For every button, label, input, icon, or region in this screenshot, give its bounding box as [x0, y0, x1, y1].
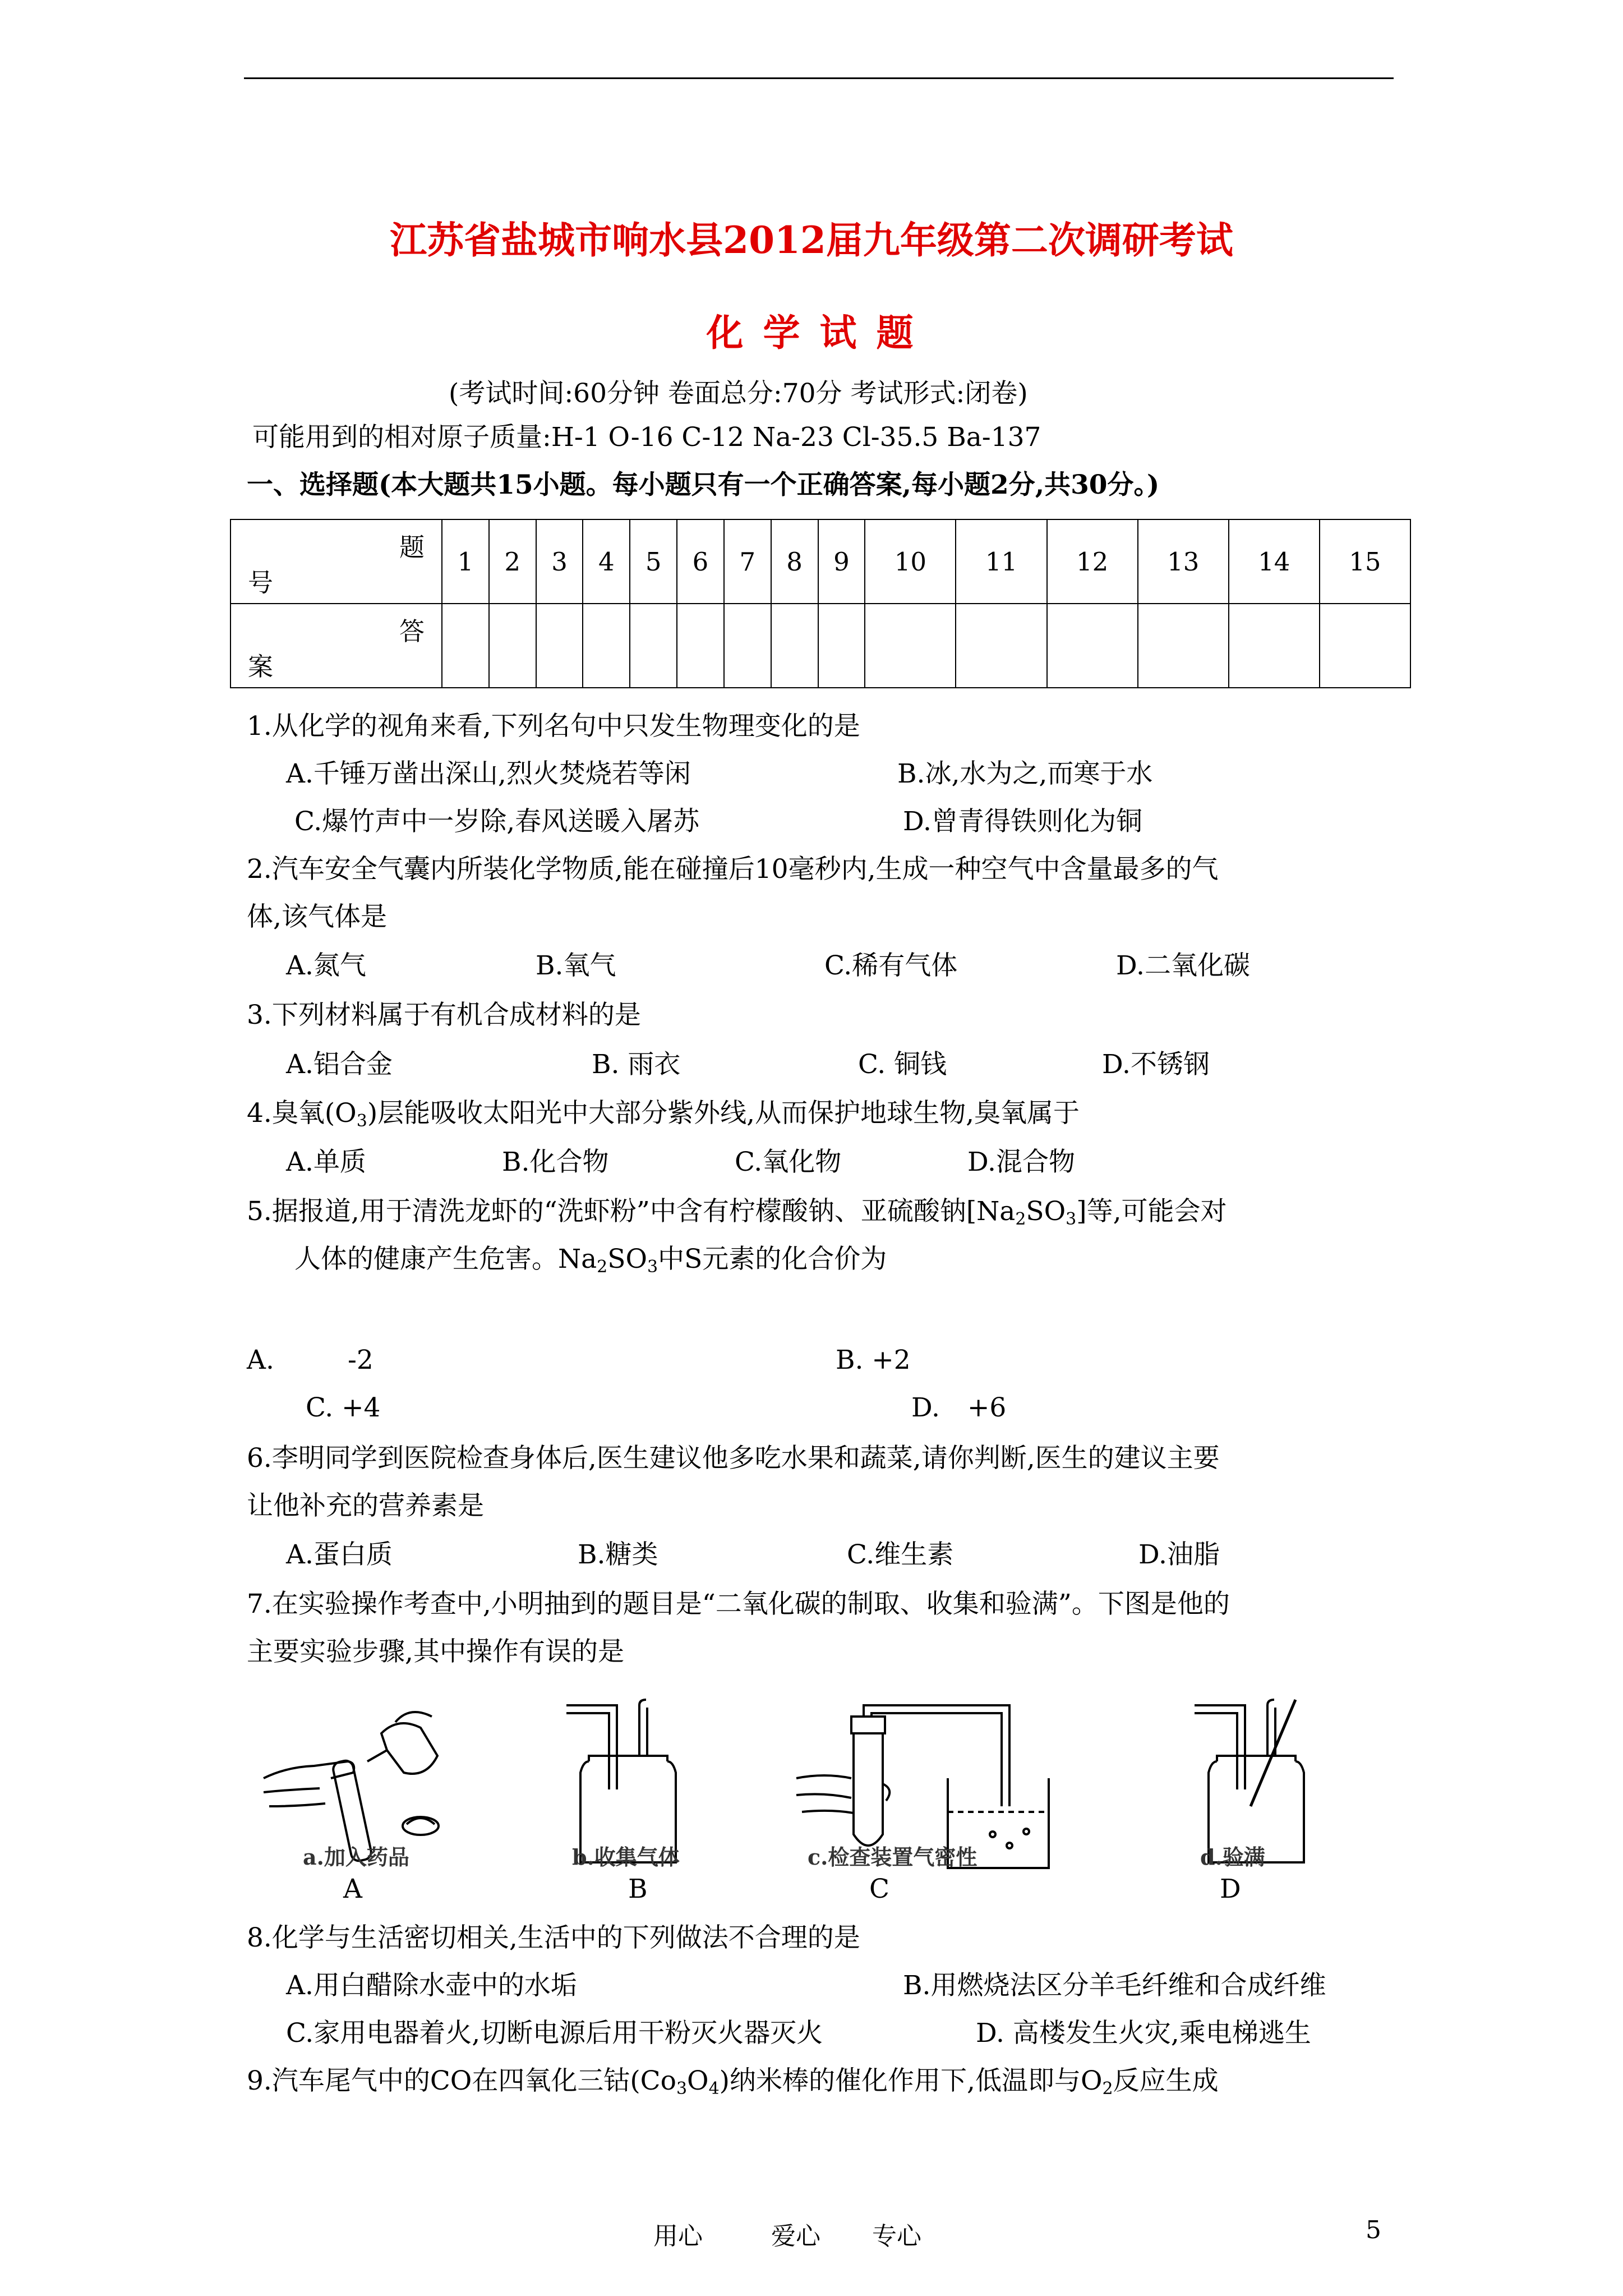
question-8-option-c: C.家用电器着火,切断电源后用干粉灭火器灭火 [286, 2018, 823, 2049]
figure-letter-c: C [869, 1874, 889, 1904]
table-row-answers [230, 604, 1410, 688]
question-number-cell: 3 [536, 519, 583, 604]
table-label: 题 [399, 532, 425, 562]
question-number-cell: 10 [865, 519, 956, 604]
question-8-option-d: D. 高楼发生火灾,乘电梯逃生 [976, 2018, 1311, 2049]
question-5-option-d-value: +6 [967, 1392, 1007, 1423]
question-6-option-c: C.维生素 [847, 1539, 954, 1570]
question-5-stem-line2: 人体的健康产生危害。$Na_2SO_3$中S元素的化合价为 [294, 1244, 887, 1277]
question-number-cell: 14 [1229, 519, 1320, 604]
answer-cell[interactable] [771, 604, 818, 688]
question-6-option-a: A.蛋白质 [286, 1539, 393, 1570]
table-header-cell [230, 519, 442, 604]
question-number-cell: 9 [818, 519, 865, 604]
question-5-option-d-label: D. [911, 1392, 940, 1423]
question-8-option-b: B.用燃烧法区分羊毛纤维和合成纤维 [903, 1970, 1326, 2001]
question-5-option-a-label: A. [247, 1345, 274, 1375]
question-2-stem-line1: 2.汽车安全气囊内所装化学物质,能在碰撞后10毫秒内,生成一种空气中含量最多的气 [247, 854, 1219, 885]
question-number-cell: 11 [956, 519, 1046, 604]
question-4-option-c: C.氧化物 [735, 1147, 842, 1177]
figure-letter-d: D [1220, 1874, 1241, 1904]
question-9-stem: 9.汽车尾气中的CO在四氧化三钴$(Co_3O_4)$纳米棒的催化作用下,低温即与$O_2$反应生成 [247, 2065, 1219, 2099]
question-number-cell: 7 [724, 519, 771, 604]
figure-caption-a: a.加入药品 [303, 1844, 409, 1870]
question-7-stem-line2: 主要实验步骤,其中操作有误的是 [247, 1636, 624, 1667]
question-number-cell: 8 [771, 519, 818, 604]
question-2-option-a: A.氮气 [286, 950, 366, 981]
answer-cell[interactable] [1138, 604, 1229, 688]
question-5-option-c: C. +4 [306, 1392, 381, 1423]
question-2-option-d: D.二氧化碳 [1116, 950, 1250, 981]
question-1-option-c: C.爆竹声中一岁除,春风送暖入屠苏 [294, 806, 700, 837]
exam-title: 江苏省盐城市响水县2012届九年级第二次调研考试 [390, 218, 1233, 262]
question-4-stem: 4.臭氧$(O_3)$层能吸收太阳光中大部分紫外线,从而保护地球生物,臭氧属于 [247, 1098, 1080, 1131]
atomic-masses: 可能用到的相对原子质量:H-1 O-16 C-12 Na-23 Cl-35.5 Ba-137 [252, 422, 1041, 453]
answer-cell[interactable] [956, 604, 1046, 688]
page-number: 5 [1366, 2216, 1381, 2244]
header-rule [244, 77, 1394, 79]
answer-cell[interactable] [1047, 604, 1138, 688]
table-label: 答 [399, 616, 425, 646]
table-row-numbers [230, 519, 1410, 604]
question-5-option-b: B. +2 [836, 1345, 911, 1375]
answer-cell[interactable] [630, 604, 677, 688]
question-1-option-b: B.冰,水为之,而寒于水 [897, 758, 1153, 789]
question-2-stem-line2: 体,该气体是 [247, 901, 387, 932]
figure-caption-c: c.检查装置气密性 [808, 1844, 978, 1870]
question-6-option-b: B.糖类 [578, 1539, 658, 1570]
table-header-cell [230, 604, 442, 688]
question-4-option-b: B.化合物 [502, 1147, 609, 1177]
question-1-stem: 1.从化学的视角来看,下列名句中只发生物理变化的是 [247, 711, 860, 742]
answer-cell[interactable] [724, 604, 771, 688]
figure-caption-d: d.验满 [1200, 1844, 1265, 1870]
question-6-option-d: D.油脂 [1138, 1539, 1220, 1570]
answer-cell[interactable] [865, 604, 956, 688]
answer-cell[interactable] [536, 604, 583, 688]
question-8-option-a: A.用白醋除水壶中的水垢 [286, 1970, 577, 2001]
question-2-option-c: C.稀有气体 [824, 950, 958, 981]
question-number-cell: 1 [442, 519, 489, 604]
question-3-option-a: A.铝合金 [286, 1049, 393, 1080]
figure-letter-a: A [343, 1874, 362, 1904]
answer-cell[interactable] [1229, 604, 1320, 688]
question-number-cell: 5 [630, 519, 677, 604]
table-label: 号 [248, 568, 274, 597]
question-3-option-c: C. 铜钱 [858, 1049, 947, 1080]
question-number-cell: 15 [1320, 519, 1410, 604]
answer-cell[interactable] [489, 604, 536, 688]
answer-table [230, 519, 1411, 688]
question-number-cell: 4 [583, 519, 630, 604]
question-2-option-b: B.氧气 [536, 950, 616, 981]
answer-cell[interactable] [677, 604, 724, 688]
question-4-option-a: A.单质 [286, 1147, 366, 1177]
question-3-option-d: D.不锈钢 [1102, 1049, 1210, 1080]
question-8-stem: 8.化学与生活密切相关,生活中的下列做法不合理的是 [247, 1922, 860, 1953]
footer-motto-2: 爱心 [771, 2222, 820, 2251]
figure-letter-b: B [628, 1874, 648, 1904]
footer-motto-1: 用心 [653, 2222, 703, 2251]
subject-title: 化 学 试 题 [706, 311, 917, 355]
question-1-option-d: D.曾青得铁则化为铜 [903, 806, 1142, 837]
question-number-cell: 12 [1047, 519, 1138, 604]
question-7-stem-line1: 7.在实验操作考查中,小明抽到的题目是“二氧化碳的制取、收集和验满”。下图是他的 [247, 1589, 1230, 1619]
question-3-stem: 3.下列材料属于有机合成材料的是 [247, 1000, 641, 1030]
question-number-cell: 13 [1138, 519, 1229, 604]
section-heading: 一、选择题(本大题共15小题。每小题只有一个正确答案,每小题2分,共30分。) [247, 470, 1160, 500]
question-5-stem-line1: 5.据报道,用于清洗龙虾的“洗虾粉”中含有柠檬酸钠、亚硫酸钠$[Na_2SO_3]$等,可能会对 [247, 1196, 1227, 1229]
footer-motto-3: 专心 [872, 2222, 921, 2251]
answer-cell[interactable] [442, 604, 489, 688]
question-6-stem-line1: 6.李明同学到医院检查身体后,医生建议他多吃水果和蔬菜,请你判断,医生的建议主要 [247, 1443, 1220, 1474]
question-1-option-a: A.千锤万凿出深山,烈火焚烧若等闲 [286, 758, 691, 789]
question-4-option-d: D.混合物 [967, 1147, 1075, 1177]
question-number-cell: 6 [677, 519, 724, 604]
table-label: 案 [248, 652, 274, 682]
question-5-option-a-value: -2 [348, 1345, 374, 1375]
question-number-cell: 2 [489, 519, 536, 604]
question-3-option-b: B. 雨衣 [592, 1049, 681, 1080]
answer-cell[interactable] [818, 604, 865, 688]
answer-cell[interactable] [583, 604, 630, 688]
exam-info: (考试时间:60分钟 卷面总分:70分 考试形式:闭卷) [449, 378, 1028, 409]
figure-caption-b: b.收集气体 [572, 1844, 680, 1870]
question-6-stem-line2: 让他补充的营养素是 [247, 1490, 484, 1521]
answer-cell[interactable] [1320, 604, 1410, 688]
